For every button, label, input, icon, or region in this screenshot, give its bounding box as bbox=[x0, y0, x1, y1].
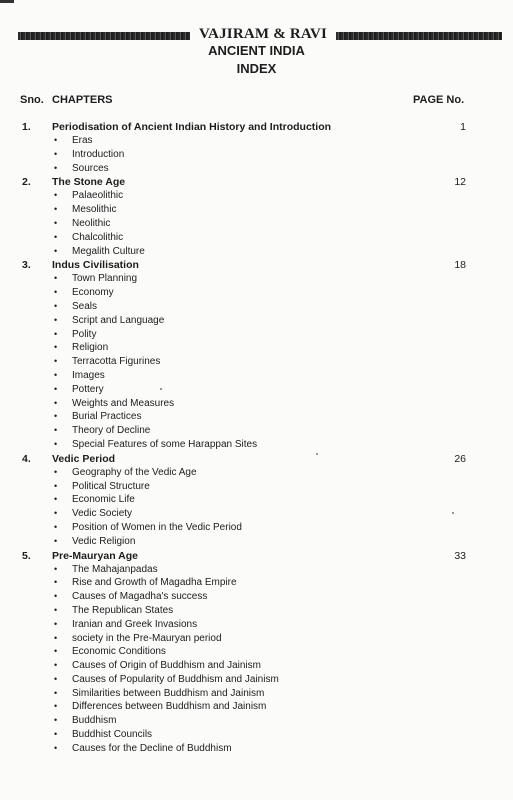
topic-text: Sources bbox=[72, 162, 109, 174]
scan-speck bbox=[160, 388, 162, 390]
bullet-icon: • bbox=[54, 300, 58, 311]
bullet-icon: • bbox=[54, 148, 58, 159]
topic-text: Geography of the Vedic Age bbox=[72, 466, 197, 478]
topic-text: Chalcolithic bbox=[72, 231, 124, 243]
brand-title: VAJIRAM & RAVI bbox=[198, 26, 328, 42]
topic-item bbox=[0, 231, 513, 245]
banner-bar-left bbox=[18, 32, 190, 40]
topic-item bbox=[0, 632, 513, 646]
topic-item bbox=[0, 728, 513, 742]
bullet-icon: • bbox=[54, 591, 58, 602]
bullet-icon: • bbox=[54, 729, 58, 740]
topic-item bbox=[0, 590, 513, 604]
topic-text: Position of Women in the Vedic Period bbox=[72, 521, 242, 533]
topic-item bbox=[0, 272, 513, 286]
bullet-icon: • bbox=[54, 535, 58, 546]
bullet-icon: • bbox=[54, 646, 58, 657]
chapter-block bbox=[0, 452, 513, 549]
bullet-icon: • bbox=[54, 673, 58, 684]
bullet-icon: • bbox=[54, 411, 58, 422]
chapter-page-number: 18 bbox=[454, 259, 466, 272]
topic-item bbox=[0, 189, 513, 203]
topic-text: Similarities between Buddhism and Jainism bbox=[72, 687, 265, 699]
bullet-icon: • bbox=[54, 660, 58, 671]
topic-text: Causes of Origin of Buddhism and Jainism bbox=[72, 660, 261, 672]
chapter-page-number: 12 bbox=[454, 176, 466, 189]
topic-text: Seals bbox=[72, 300, 98, 312]
chapter-title: Pre-Mauryan Age bbox=[52, 549, 138, 562]
topic-item bbox=[0, 576, 513, 590]
topic-text: Economy bbox=[72, 287, 114, 299]
bullet-icon: • bbox=[54, 618, 58, 629]
bullet-icon: • bbox=[54, 245, 58, 256]
sno-column-header: Sno. bbox=[20, 94, 44, 106]
table-of-contents bbox=[0, 120, 513, 756]
bullet-icon: • bbox=[54, 494, 58, 505]
topic-item bbox=[0, 134, 513, 148]
bullet-icon: • bbox=[54, 383, 58, 394]
topic-text: Economic Conditions bbox=[72, 646, 166, 658]
bullet-icon: • bbox=[54, 604, 58, 615]
topic-text: Rise and Growth of Magadha Empire bbox=[72, 577, 237, 589]
topic-item bbox=[0, 563, 513, 577]
topic-text: Burial Practices bbox=[72, 411, 142, 423]
topic-item bbox=[0, 300, 513, 314]
topic-item bbox=[0, 245, 513, 259]
topic-item bbox=[0, 162, 513, 176]
topic-text: Religion bbox=[72, 342, 109, 354]
bullet-icon: • bbox=[54, 508, 58, 519]
topic-text: Causes of Popularity of Buddhism and Jainism bbox=[72, 673, 279, 685]
chapter-page-number: 33 bbox=[454, 549, 466, 562]
topic-text: Political Structure bbox=[72, 480, 150, 492]
topic-text: Economic Life bbox=[72, 494, 135, 506]
bullet-icon: • bbox=[54, 563, 58, 574]
chapter-row bbox=[0, 175, 513, 189]
chapter-page-number: 26 bbox=[454, 452, 466, 465]
chapter-title: The Stone Age bbox=[52, 176, 126, 189]
chapter-title: Indus Civilisation bbox=[52, 259, 139, 272]
topic-item bbox=[0, 438, 513, 452]
chapter-page-number: 1 bbox=[460, 121, 466, 133]
chapter-block bbox=[0, 175, 513, 258]
topic-text: Pottery bbox=[72, 383, 104, 395]
topic-text: Terracotta Figurines bbox=[72, 356, 161, 368]
topic-item bbox=[0, 410, 513, 424]
topic-text: Images bbox=[72, 369, 105, 381]
banner-bar-right bbox=[336, 32, 502, 40]
bullet-icon: • bbox=[54, 231, 58, 242]
bullet-icon: • bbox=[54, 577, 58, 588]
topic-item bbox=[0, 714, 513, 728]
topic-text: society in the Pre-Mauryan period bbox=[72, 632, 222, 644]
bullet-icon: • bbox=[54, 314, 58, 325]
topic-text: Vedic Religion bbox=[72, 535, 136, 547]
chapter-row bbox=[0, 120, 513, 134]
bullet-icon: • bbox=[54, 190, 58, 201]
bullet-icon: • bbox=[54, 217, 58, 228]
chapter-block bbox=[0, 120, 513, 175]
bullet-icon: • bbox=[54, 287, 58, 298]
topic-text: Palaeolithic bbox=[72, 190, 124, 202]
topic-item bbox=[0, 148, 513, 162]
topic-item bbox=[0, 480, 513, 494]
bullet-icon: • bbox=[54, 632, 58, 643]
topic-text: Megalith Culture bbox=[72, 245, 145, 257]
corner-mark bbox=[0, 0, 14, 3]
chapter-number: 1. bbox=[22, 121, 31, 133]
topic-text: Buddhism bbox=[72, 715, 117, 727]
bullet-icon: • bbox=[54, 369, 58, 380]
chapter-title: Vedic Period bbox=[52, 452, 116, 465]
header-banner bbox=[18, 26, 502, 44]
chapter-number: 4. bbox=[22, 452, 31, 465]
bullet-icon: • bbox=[54, 480, 58, 491]
scan-speck bbox=[316, 453, 318, 455]
chapter-block bbox=[0, 549, 513, 756]
topic-text: Mesolithic bbox=[72, 204, 117, 216]
topic-text: Town Planning bbox=[72, 273, 138, 285]
topic-item bbox=[0, 369, 513, 383]
topic-text: Weights and Measures bbox=[72, 397, 175, 409]
topic-item bbox=[0, 466, 513, 480]
bullet-icon: • bbox=[54, 438, 58, 449]
bullet-icon: • bbox=[54, 715, 58, 726]
chapter-number: 2. bbox=[22, 176, 31, 189]
topic-item bbox=[0, 328, 513, 342]
chapter-block bbox=[0, 258, 513, 451]
bullet-icon: • bbox=[54, 328, 58, 339]
topic-text: Differences between Buddhism and Jainism bbox=[72, 701, 267, 713]
bullet-icon: • bbox=[54, 521, 58, 532]
topic-item bbox=[0, 286, 513, 300]
topic-text: Theory of Decline bbox=[72, 425, 151, 437]
topic-item bbox=[0, 341, 513, 355]
topic-item bbox=[0, 618, 513, 632]
bullet-icon: • bbox=[54, 342, 58, 353]
bullet-icon: • bbox=[54, 162, 58, 173]
topic-text: Causes of Magadha's success bbox=[72, 591, 208, 603]
bullet-icon: • bbox=[54, 397, 58, 408]
topic-text: The Mahajanpadas bbox=[72, 563, 158, 575]
topic-text: Vedic Society bbox=[72, 508, 133, 520]
topic-text: Polity bbox=[72, 328, 97, 340]
topic-item bbox=[0, 424, 513, 438]
topic-item bbox=[0, 535, 513, 549]
topic-item bbox=[0, 700, 513, 714]
topic-text: Causes for the Decline of Buddhism bbox=[72, 742, 232, 754]
bullet-icon: • bbox=[54, 466, 58, 477]
chapter-number: 5. bbox=[22, 549, 31, 562]
bullet-icon: • bbox=[54, 742, 58, 753]
chapters-column-header: CHAPTERS bbox=[52, 94, 113, 106]
chapter-row bbox=[0, 549, 513, 563]
chapter-row bbox=[0, 258, 513, 272]
topic-text: Introduction bbox=[72, 148, 125, 160]
topic-item bbox=[0, 493, 513, 507]
chapter-number: 3. bbox=[22, 259, 31, 272]
topic-item bbox=[0, 645, 513, 659]
chapter-title: Periodisation of Ancient Indian History and Introduction bbox=[52, 121, 332, 133]
topic-item bbox=[0, 742, 513, 756]
bullet-icon: • bbox=[54, 425, 58, 436]
topic-text: Neolithic bbox=[72, 217, 111, 229]
topic-text: Eras bbox=[72, 135, 93, 146]
bullet-icon: • bbox=[54, 701, 58, 712]
topic-item bbox=[0, 507, 513, 521]
scan-speck bbox=[452, 512, 454, 514]
topic-item bbox=[0, 397, 513, 411]
topic-item bbox=[0, 673, 513, 687]
topic-item bbox=[0, 314, 513, 328]
topic-text: Special Features of some Harappan Sites bbox=[72, 438, 258, 450]
topic-item bbox=[0, 217, 513, 231]
index-title: INDEX bbox=[236, 61, 277, 76]
bullet-icon: • bbox=[54, 204, 58, 215]
topic-text: The Republican States bbox=[72, 604, 174, 616]
topic-item bbox=[0, 203, 513, 217]
bullet-icon: • bbox=[54, 356, 58, 367]
topic-text: Buddhist Councils bbox=[72, 729, 153, 741]
topic-item bbox=[0, 521, 513, 535]
topic-item bbox=[0, 659, 513, 673]
topic-item bbox=[0, 355, 513, 369]
bullet-icon: • bbox=[54, 273, 58, 284]
topic-text: Iranian and Greek Invasions bbox=[72, 618, 198, 630]
topic-item bbox=[0, 604, 513, 618]
topic-item bbox=[0, 687, 513, 701]
document-subtitle: ANCIENT INDIA bbox=[208, 43, 305, 58]
chapter-row bbox=[0, 452, 513, 466]
bullet-icon: • bbox=[54, 135, 58, 145]
topic-text: Script and Language bbox=[72, 314, 165, 326]
page-column-header: PAGE No. bbox=[413, 94, 465, 106]
bullet-icon: • bbox=[54, 687, 58, 698]
topic-item bbox=[0, 383, 513, 397]
